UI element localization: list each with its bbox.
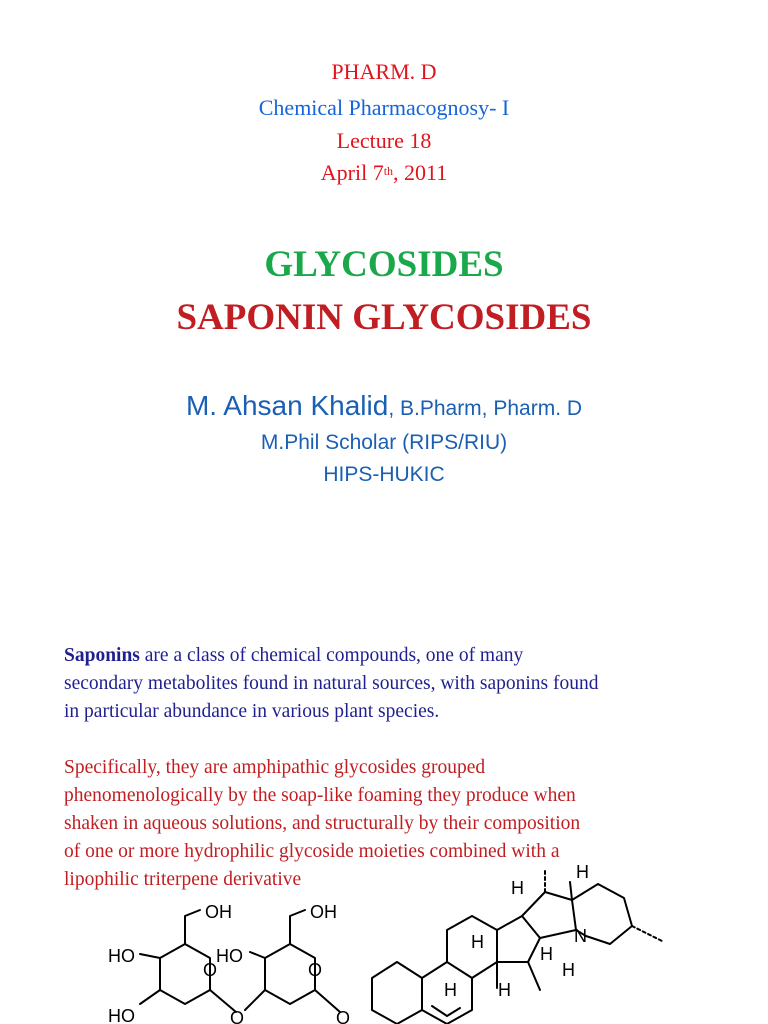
steroid-ring-b [422, 962, 472, 1024]
date-superscript: th [383, 164, 394, 178]
course-title: Chemical Pharmacognosy- I [258, 95, 510, 120]
label-link-o-1: O [230, 1008, 245, 1024]
label-ho-1: HO [108, 946, 135, 966]
date-prefix: April 7 [320, 160, 384, 185]
date-suffix: , 2011 [393, 160, 448, 185]
lecture-number: Lecture 18 [336, 128, 432, 153]
paragraph-line: secondary metabolites found in natural sources, with saponins found [64, 673, 599, 694]
paragraph-text: are a class of chemical compounds, one of many [139, 645, 524, 666]
author-name: M. Ahsan Khalid [185, 390, 389, 421]
paragraph-line: phenomenologically by the soap-like foaming they produce when [64, 785, 576, 806]
label-h-7: H [540, 944, 553, 964]
label-ho-3: HO [108, 1006, 135, 1024]
paragraph-line: in particular abundance in various plant species. [64, 701, 440, 722]
paragraph-line: shaken in aqueous solutions, and structurally by their composition [64, 813, 581, 834]
label-ring-o-1: O [203, 960, 218, 980]
steroid-ring-c [447, 916, 497, 978]
label-oh-2: OH [310, 902, 337, 922]
sugar-ring-1 [160, 944, 210, 1004]
label-h-3: H [471, 932, 484, 952]
structure-paragraph [64, 754, 744, 894]
author-line [0, 388, 768, 429]
saponins-term: Saponins [64, 645, 140, 666]
label-ring-o-2: O [308, 960, 323, 980]
ring-e [522, 892, 576, 938]
label-h-1: H [511, 878, 524, 898]
label-link-o-2: O [336, 1008, 351, 1024]
label-oh-1: OH [205, 902, 232, 922]
program-title: PHARM. D [331, 59, 437, 84]
paragraph-line: Specifically, they are amphipathic glycosides grouped [64, 757, 486, 778]
author-degrees: , B.Pharm, Pharm. D [388, 397, 583, 420]
label-h-5: H [498, 980, 511, 1000]
author-institution: HIPS-HUKIC [323, 463, 445, 486]
steroid-ring-a [372, 962, 422, 1024]
label-nitrogen: N [574, 926, 587, 946]
definition-paragraph [64, 642, 744, 726]
steroid-ring-d [497, 916, 540, 962]
sub-title: SAPONIN GLYCOSIDES [176, 297, 592, 338]
paragraph-line [64, 642, 744, 670]
author-position: M.Phil Scholar (RIPS/RIU) [260, 431, 508, 454]
label-ho-2: HO [216, 946, 243, 966]
lecture-date [0, 159, 768, 187]
main-title: GLYCOSIDES [264, 244, 504, 285]
paragraph-line: lipophilic triterpene derivative [64, 869, 302, 890]
label-h-4: H [444, 980, 457, 1000]
label-h-6: H [562, 960, 575, 980]
paragraph-line: of one or more hydrophilic glycoside moieties combined with a [64, 841, 560, 862]
label-h-2: H [576, 862, 589, 882]
sugar-ring-2 [265, 944, 315, 1004]
